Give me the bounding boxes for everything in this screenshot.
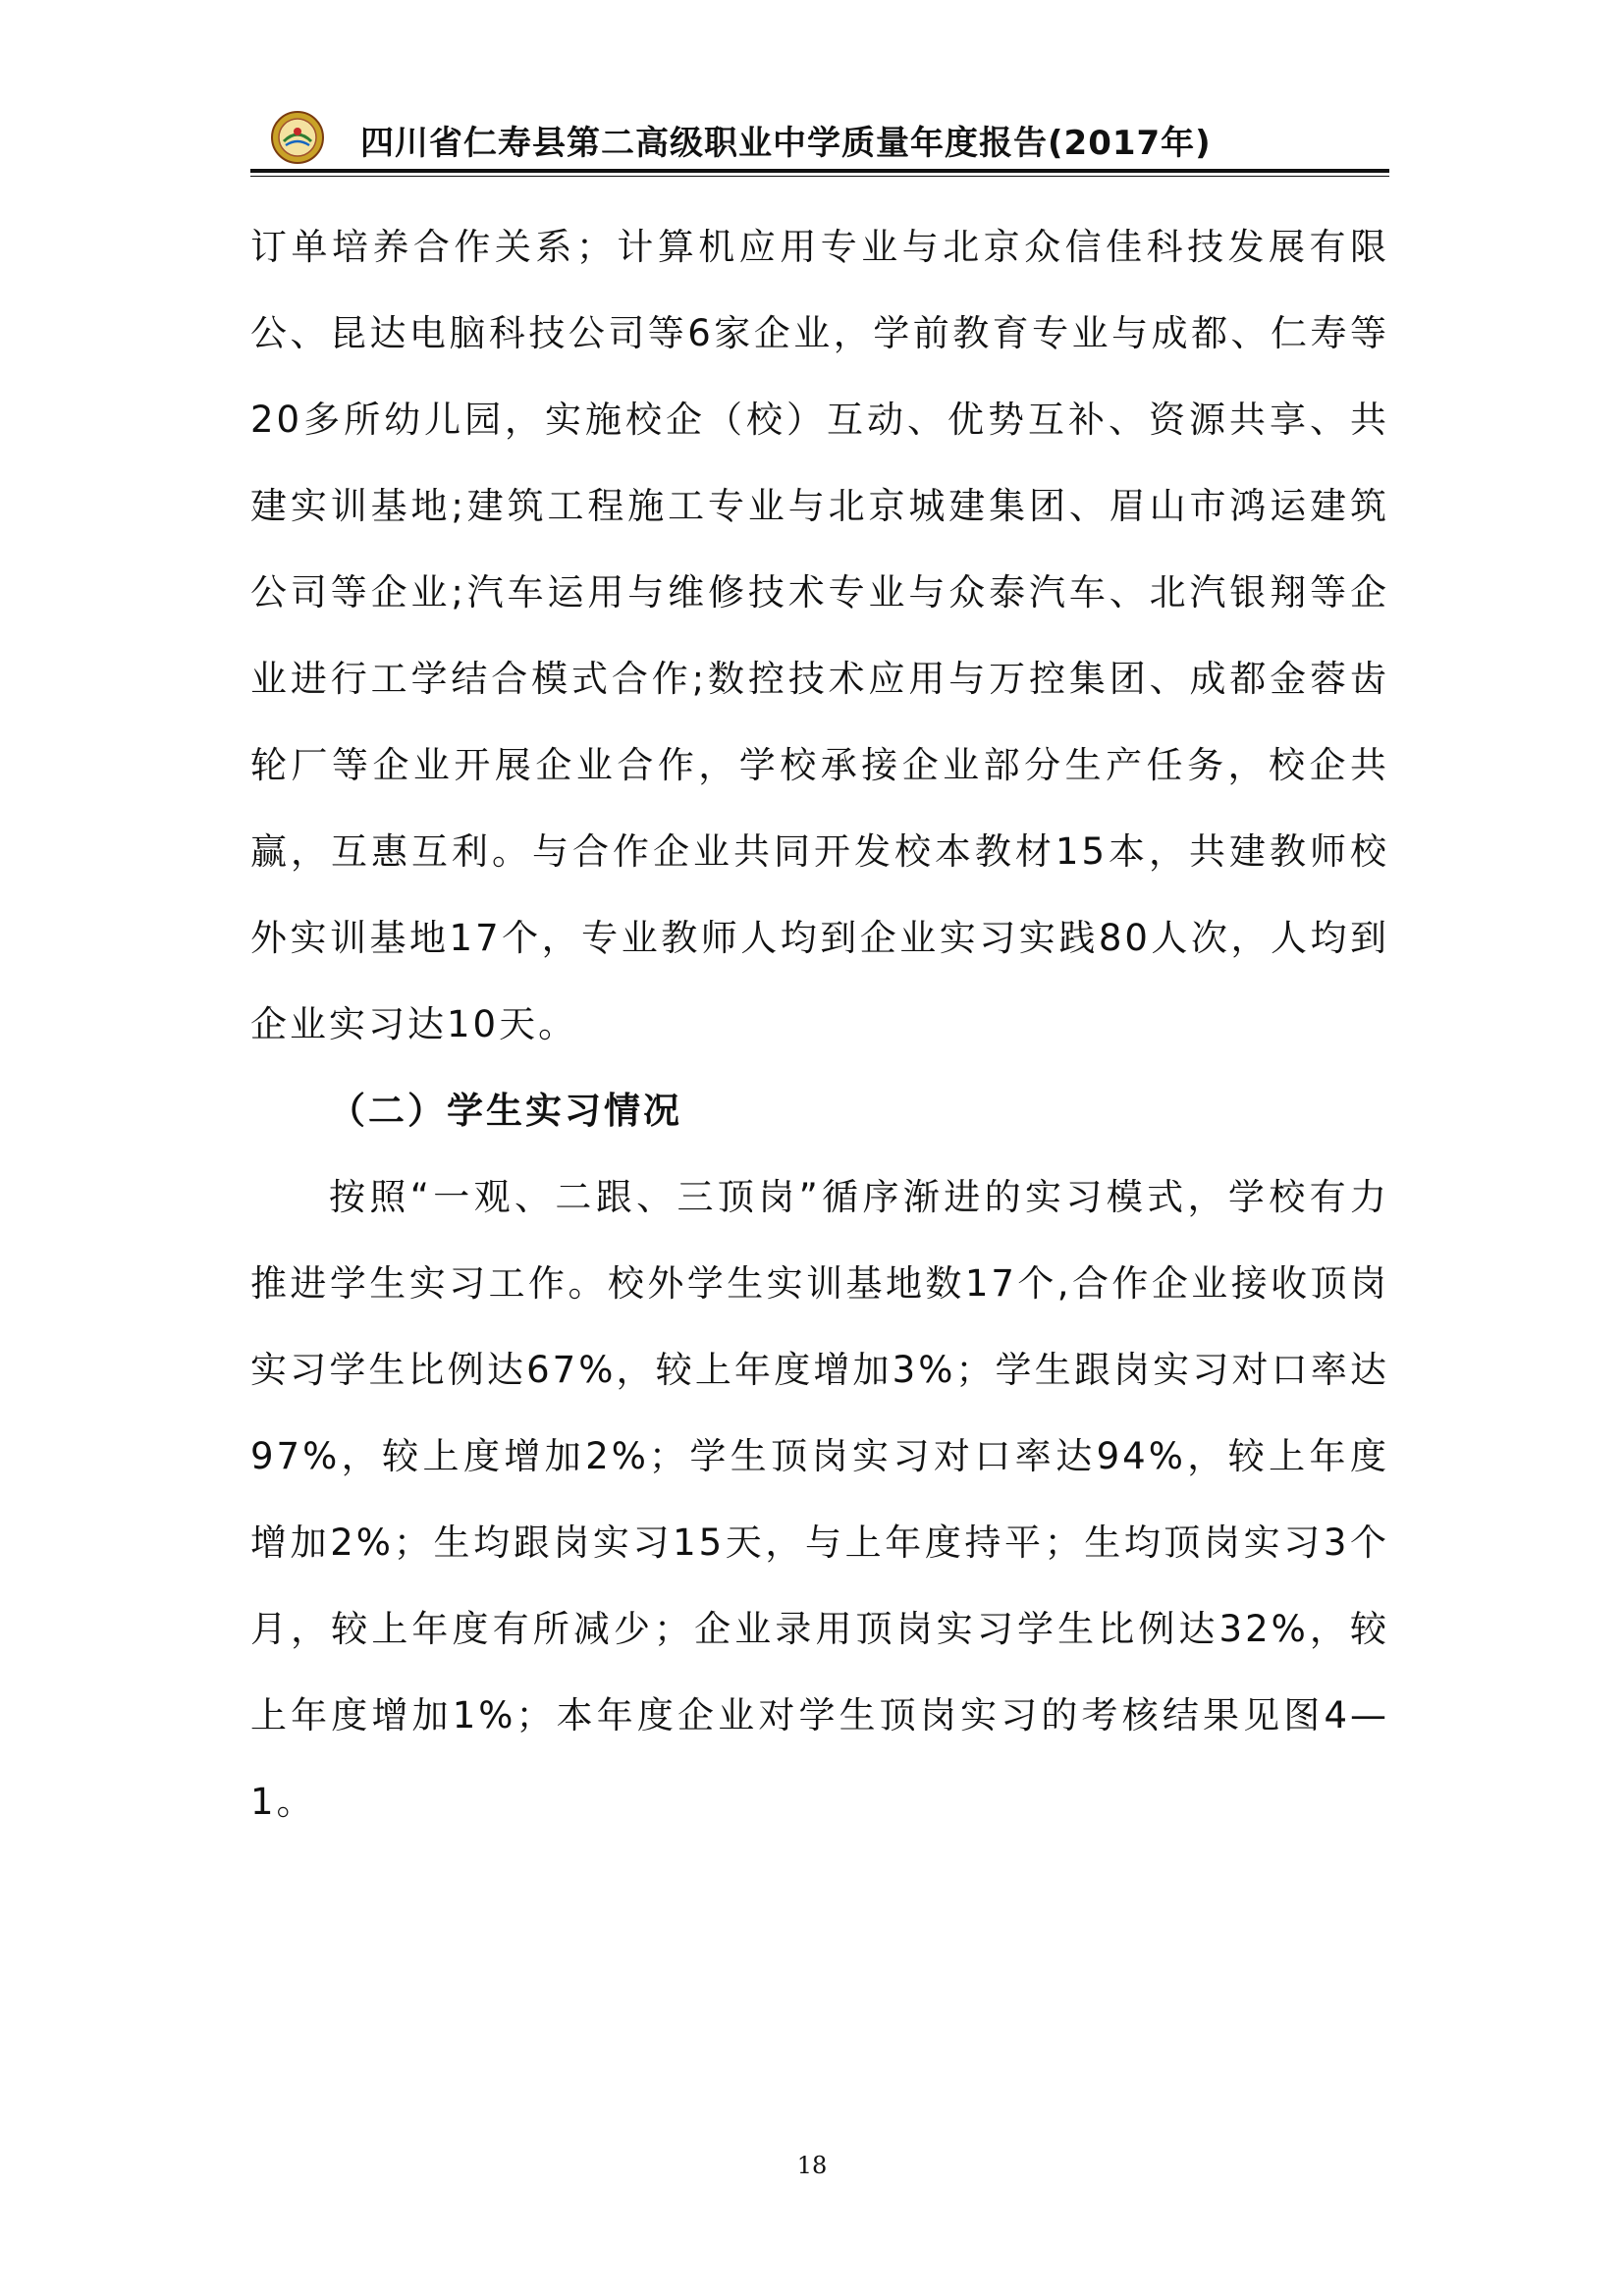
page-body <box>250 204 1389 1845</box>
page-header <box>250 106 1389 167</box>
body-paragraph-2: 按照“一观、二跟、三顶岗”循序渐进的实习模式，学校有力推进学生实习工作。校外学生实训基地数17个,合作企业接收顶岗实习学生比例达67%，较上年度增加3%；学生跟岗实习对口率达97%，较上度增加2%；学生顶岗实习对口率达94%，较上年度增加2%；生均跟岗实习15天，与上年度持平；生均顶岗实习3个月，较上年度有所减少；企业录用顶岗实习学生比例达32%，较上年度增加1%；本年度企业对学生顶岗实习的考核结果见图4—1。 <box>250 1176 1389 1823</box>
section-heading: （二）学生实习情况 <box>329 1090 682 1132</box>
header-title: 四川省仁寿县第二高级职业中学质量年度报告(2017年) <box>360 124 1212 163</box>
body-paragraph-1: 订单培养合作关系；计算机应用专业与北京众信佳科技发展有限公、昆达电脑科技公司等6家企业，学前教育专业与成都、仁寿等20多所幼儿园，实施校企（校）互动、优势互补、资源共享、共建实训基地;建筑工程施工专业与北京城建集团、眉山市鸿运建筑公司等企业;汽车运用与维修技术专业与众泰汽车、北汽银翔等企业进行工学结合模式合作;数控技术应用与万控集团、成都金蓉齿轮厂等企业开展企业合作，学校承接企业部分生产任务，校企共赢，互惠互利。与合作企业共同开发校本教材15本，共建教师校外实训基地17个，专业教师人均到企业实习实践80人次，人均到企业实习达10天。 <box>250 226 1389 1045</box>
school-emblem-icon <box>270 110 325 165</box>
header-rule-thin <box>250 176 1389 177</box>
page-number: 18 <box>796 2152 828 2179</box>
header-rule <box>250 169 1389 173</box>
